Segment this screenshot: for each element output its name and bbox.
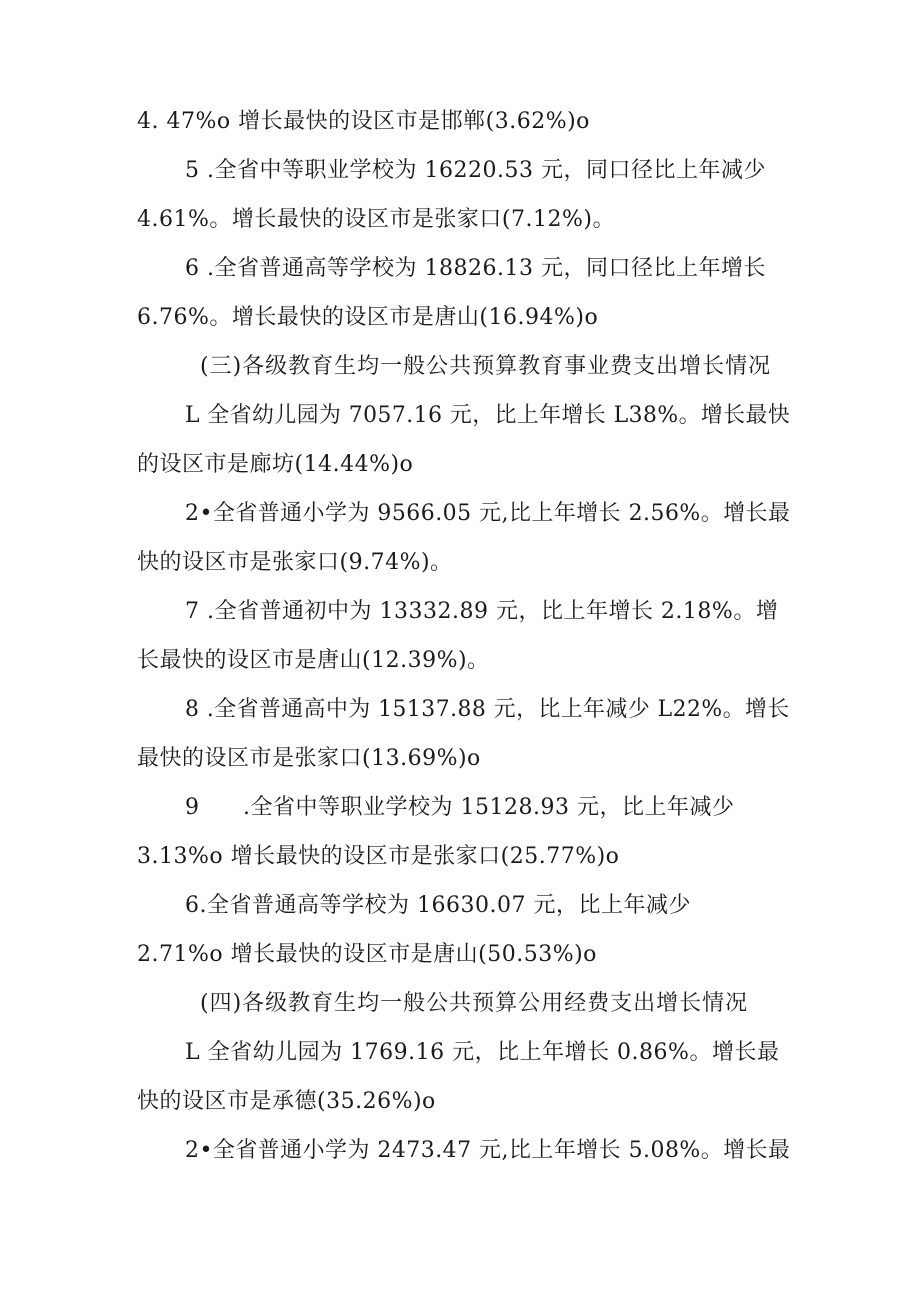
text-line: 6.全省普通高等学校为 16630.07 元，比上年减少: [185, 893, 691, 918]
text-line: 4.61%。增长最快的设区市是张家口(7.12%)。: [137, 207, 615, 232]
text-line: 的设区市是廊坊(14.44%)o: [137, 452, 414, 477]
text-line: 6.76%。增长最快的设区市是唐山(16.94%)o: [137, 305, 599, 330]
section-heading: (四)各级教育生均一般公共预算公用经费支出增长情况: [200, 991, 749, 1016]
text-line: 8 .全省普通高中为 15137.88 元，比上年减少 L22%。增长: [185, 697, 790, 722]
text-line: 最快的设区市是张家口(13.69%)o: [137, 746, 481, 771]
text-line: 长最快的设区市是唐山(12.39%)。: [137, 648, 490, 673]
text-line: 2•全省普通小学为 2473.47 元,比上年增长 5.08%。增长最: [185, 1138, 791, 1163]
text-line: 6 .全省普通高等学校为 18826.13 元，同口径比上年增长: [185, 256, 766, 281]
text-line: 快的设区市是承德(35.26%)o: [137, 1089, 436, 1114]
text-line: 2.71%o 增长最快的设区市是唐山(50.53%)o: [137, 942, 597, 967]
text-line: 3.13%o 增长最快的设区市是张家口(25.77%)o: [137, 844, 620, 869]
text-line: 2•全省普通小学为 9566.05 元,比上年增长 2.56%。增长最: [185, 501, 791, 526]
text-line: 7 .全省普通初中为 13332.89 元，比上年增长 2.18%。增: [185, 599, 779, 624]
section-heading: (三)各级教育生均一般公共预算教育事业费支出增长情况: [200, 354, 772, 379]
text-line: 4. 47%o 增长最快的设区市是邯郸(3.62%)o: [137, 109, 590, 134]
text-line: .全省中等职业学校为 15128.93 元，比上年减少: [243, 795, 735, 820]
text-line: L 全省幼儿园为 7057.16 元，比上年增长 L38%。增长最快: [185, 403, 791, 428]
text-line: L 全省幼儿园为 1769.16 元，比上年增长 0.86%。增长最: [185, 1040, 780, 1065]
text-line: 快的设区市是张家口(9.74%)。: [137, 550, 453, 575]
item-number: 9: [185, 795, 200, 820]
text-line: 5 .全省中等职业学校为 16220.53 元，同口径比上年减少: [185, 158, 766, 183]
